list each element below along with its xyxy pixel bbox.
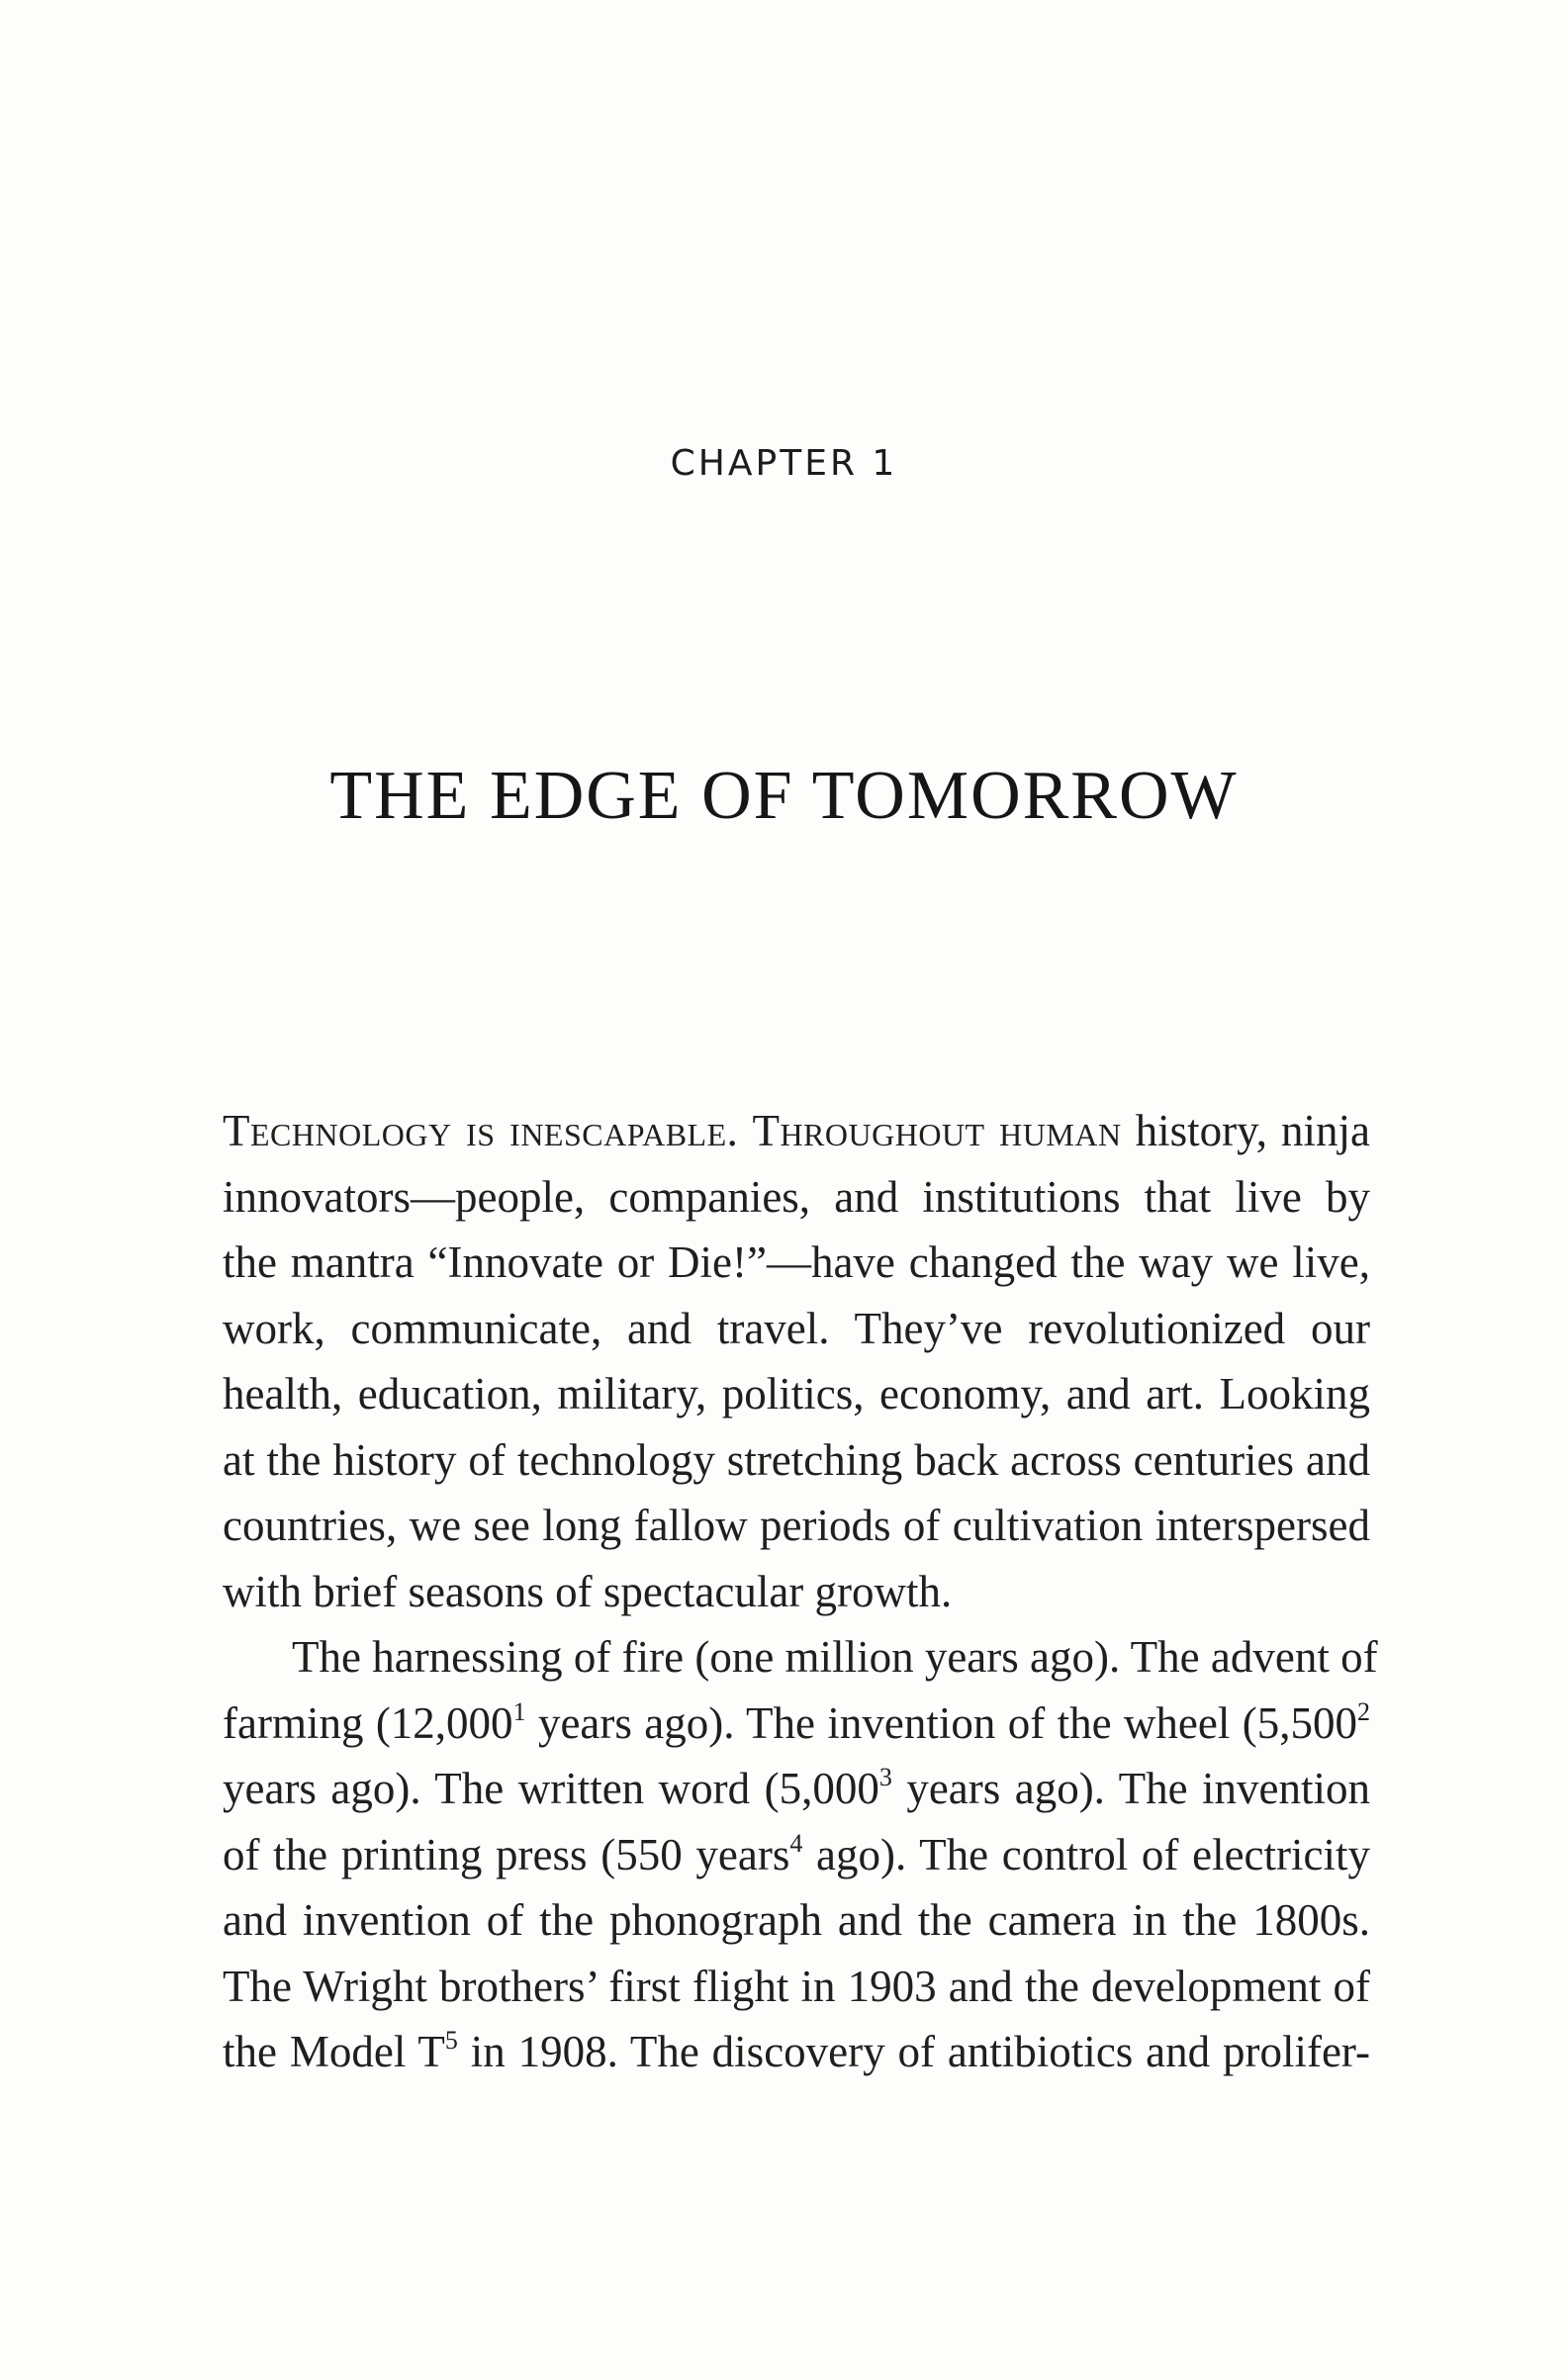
footnote-marker-1: 1 (512, 1696, 526, 1726)
paragraph-2-line-7 (223, 2019, 1370, 2085)
paragraph-2-line-3 (223, 1756, 1370, 1822)
paragraph-2-line-2 (223, 1691, 1370, 1757)
line-text: of the printing press (550 years (223, 1829, 790, 1879)
lead-smallcaps-2: Throughout human (752, 1106, 1122, 1155)
paragraph-2-line-6: The Wright brothers’ first flight in 1903 and the development of (223, 1961, 1370, 2011)
footnote-marker-4: 4 (789, 1828, 803, 1858)
line-text: farming (12,000 (223, 1697, 513, 1748)
paragraph-2-line-1: The harnessing of fire (one million years ago). The advent of (292, 1632, 1378, 1682)
footnote-marker-3: 3 (878, 1763, 892, 1791)
paragraph-2-line-5: and invention of the phonograph and the camera in the 1800s. (223, 1895, 1370, 1945)
paragraph-1-line-7: countries, we see long fallow periods of cultivation interspersed (223, 1501, 1370, 1550)
chapter-body (223, 1098, 1378, 2085)
line-text: years ago). The invention of the wheel (5,500 (525, 1697, 1357, 1748)
lead-smallcaps-1: Technology is inescapable. (223, 1106, 739, 1155)
line-text: the Model T (223, 2027, 445, 2076)
paragraph-2-line-4 (223, 1822, 1370, 1888)
line-text: history, ninja (1135, 1106, 1370, 1155)
line-text: in 1908. The discovery of antibiotics and prolifer- (457, 2027, 1371, 2076)
line-text: years ago). The invention (891, 1764, 1371, 1813)
paragraph-1-line-8: with brief seasons of spectacular growth. (223, 1566, 953, 1616)
line-text: ago). The control of electricity (802, 1829, 1370, 1879)
paragraph-1-line-5: health, education, military, politics, economy, and art. Looking (223, 1369, 1370, 1419)
chapter-title: THE EDGE OF TOMORROW (329, 758, 1239, 834)
paragraph-1-line-1 (223, 1098, 1370, 1164)
paragraph-1-line-3: the mantra “Innovate or Die!”—have changed the way we live, (223, 1237, 1370, 1287)
footnote-marker-2: 2 (1357, 1696, 1370, 1726)
paragraph-1-line-2: innovators—people, companies, and institutions that live by (223, 1171, 1370, 1222)
line-text: years ago). The written word (5,000 (223, 1764, 879, 1813)
footnote-marker-5: 5 (444, 2026, 458, 2055)
paragraph-1-line-4: work, communicate, and travel. They’ve revolutionized our (223, 1303, 1370, 1353)
chapter-label: CHAPTER 1 (670, 443, 898, 484)
paragraph-1-line-6: at the history of technology stretching back across centuries and (223, 1434, 1370, 1485)
